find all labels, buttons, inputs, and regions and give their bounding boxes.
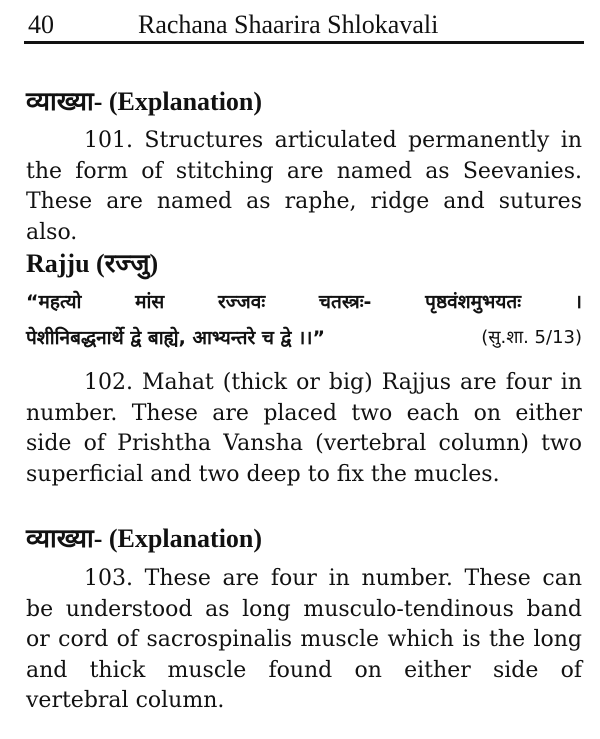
paragraph-101-text: 101. Structures articulated permanently in the form of stitching are named as Seevanies. These are named as raphe, ridge and sutures also. — [26, 128, 582, 245]
paragraph-103 — [26, 564, 582, 717]
shloka-word: मांस — [135, 291, 165, 313]
shloka-word: । — [574, 291, 582, 313]
page-number: 40 — [28, 10, 54, 39]
paragraph-101 — [26, 126, 582, 248]
shloka-line-2-text: पेशीनिबद्धनार्थे द्वे बाह्ये, आभ्यन्तरे च द्वे ।।” — [26, 327, 325, 349]
paragraph-102 — [26, 368, 582, 490]
page-header — [24, 8, 584, 44]
shloka-word: “महत्यो — [26, 291, 82, 313]
explanation-heading: व्याख्या- (Explanation) — [26, 87, 263, 116]
explanation-heading: व्याख्या- (Explanation) — [26, 524, 263, 553]
shloka-word: पृष्ठवंशमुभयतः — [425, 291, 522, 313]
shloka-word: रज्जवः — [218, 291, 266, 313]
shloka-line-1 — [26, 284, 582, 320]
running-title: Rachana Shaarira Shlokavali — [138, 10, 439, 39]
paragraph-103-text: 103. These are four in number. These can be understood as long musculo-tendinous band or cord of sacrospinalis muscle which is the long and thick muscle found on either side of vertebral column. — [26, 566, 582, 713]
rajju-heading: Rajju (रज्जु) — [26, 249, 159, 278]
shloka-word: चतस्त्रः- — [318, 291, 372, 313]
shloka-line-2 — [26, 320, 582, 356]
shloka-reference: (सु.शा. 5/13) — [481, 327, 582, 348]
paragraph-102-text: 102. Mahat (thick or big) Rajjus are four in number. These are placed two each on either side of Prishtha Vansha (vertebral column) two superficial and two deep to fix the mucles. — [26, 370, 582, 487]
sanskrit-shloka — [26, 284, 582, 356]
